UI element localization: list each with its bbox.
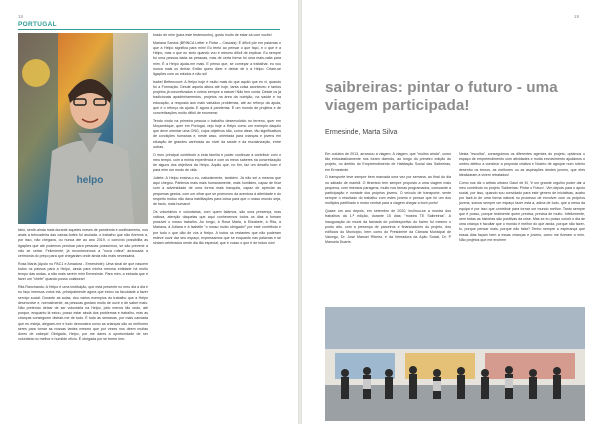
article-byline: Ermesinde, Marta Silva	[325, 129, 398, 136]
paragraph: O transporte teve sempre bem marcada uma vez por semana, ao final do dia no sábado de manhã. O itinerário tem sempre proposto a uma viagem mais pequena, com imensos paragens, muito nos temas programados, consoante a participação e vontade dos próprios jovens. O veículo de transporte, sente sempre o resultado do trabalho com estes jovens e pensar que foi um dos múltiplos partilhado e motor central para a viagem chegar a bom porto!	[325, 175, 451, 206]
group-photo-illustration	[325, 307, 585, 421]
paragraph: O meu principal contributo a esta família e poder continuar a contribuir com o meu tempo, com a minha experiência e com os meus saberes na concretização de alguns dos objetivos da Helpo. Aquilo que, no fim, faz um desafio bom é para mim um modo de vida.	[153, 152, 281, 173]
article-column-left	[325, 152, 451, 248]
paragraph: Tendo vindo na primeira pessoa o trabalho desenvolvido no terreno, quer em Moçambique, quer em Portugal, vejo hoje a Helpo como um exemplo daquilo que deve orientar uma ONG, cujos objetivos são, como disse, tão significativos de condições humanas e, neste caso, orientada para crianças e jovens em situação de grandes carências ao nível da saúde e da escolarização, entre outras.	[153, 118, 281, 149]
testimony-column-upper	[153, 33, 281, 249]
group-mural-photo	[325, 307, 585, 421]
section-divider	[18, 29, 280, 30]
paragraph: tário, sentir-ainda mais durante aqueles meses de pandemia e confinamento, nos anais a brincadeira das caixas-fortes foi anulada. o trabalho que não fizemos a, por isso, não chegava, ou nunca ate ao ano 2019, o convívio possibilita as ligações que até podemos precisar para pessoas possuímos, se são prevenir a não se certar. Felizmente, já reconhecemos a "nova rotina" arrancada a cerimónia do preço para que chegariam onde ainda não mais necessária.	[18, 228, 148, 259]
testimony-column-lower	[18, 228, 148, 345]
volunteer-portrait-photo	[18, 33, 148, 224]
portrait-illustration	[18, 33, 148, 224]
paragraph: Em outubro de 2013, arrancou a viagem. A viagem, que "muitos ainda", como tão entusiasticamente nos foram dizendo, ao longo do primeiro edição do projeto, no âmbito do Empreendimento de Habitação Social das Saibreiras, em Ermesinde.	[325, 152, 451, 172]
article-title: saibreiras: pintar o futuro - uma viagem participada!	[325, 79, 558, 114]
paragraph: Nesta "escolha", conseguimos os diferentes agentes do projeto, optámos o espaço de empreendimento com atividades e muita envolvimento ajudámos o ombro afetivo a construir a proposta criativa e Núcleo de agrupar num roteiro desenho os temos, as melhores ou as aspirações destes jovens, que eles idealizaram a vivem retratados!	[459, 152, 585, 177]
paragraph: Rita Ranchando: A Helpo é uma instituição, que está presente no meu dia a dia e eu faço imensos votos eia, principalmente agora que estou na faculdade a fazer serviço social. Durante as aulas, dou vários exemplos do trabalho que a Helpo desenvolve e, normalmente, as pessoas gostam muito de ouvir e de saber mais. Não pretendo deixar de ser voluntária na Helpo, pelo menos tão cedo, até porque, enquanto lá estou, posso estar ainda dos problemas e trabalho, mas as crianças conseguem distrair-me de tudo. É tudo as semanas, por mais cansada que eu esteja, alegram-me e tudo demonstra como as crianças são os melhores seres para tornar as nossas tardes mesmo que por vezes nos deem muitas dores de cabeça! Obrigada, Helpo, por me dares a oportunidade de ser voluntária no melhor e humilde ofício. É obrigada por se terem lem-	[18, 285, 148, 342]
paragraph: Juliete: A Helpo ensina-o eu, naturalmente, também. Já não sei a mesma que aqui chegou. Partimos mais mais humanamente, mais humildes, capaz de ficar com a adversidade de uma forma mais tranquila, capaz de apreciar as pequenas gestos, com um olhar que se promoveu da aventura à alteridade e do respeito mútuo não dava habilitações para coisa para que o nosso mundo seja, de facto, mais humano!	[153, 176, 281, 207]
page-number-right: 19	[574, 14, 580, 19]
article-column-right	[459, 152, 585, 246]
paragraph: Isabel Bettencourt: A Helpo hoje é muito mais do que aquilo que eu vi, quando fui a Formação. Desde aquela altura até hoje, tanta coisa aconteceu e tantos projetos já concretizados e outros sempre a nascer! Não tem conta. Desde os já tradicionais apadrinhamentos, projetos na área da nutrição, na saúde e na educação, a resposta aos mais variados problemas, até ao reforço da ajuda, que é o reforço da ajuda. E agora à pandemia. É um mundo de projetos e de concretizações muito difícil de enumerar.	[153, 79, 281, 116]
paragraph: Mariana Santos (BRINCA Letter e Fintar – Cascais): É difícil pôr em palavras o que a Helpo significa para mim! Eu tento ao pensar o que faço, e o que é a Helpo, mas o que eu sinto quando vou é mesmo difícil de explicar. Eu sempre fui uma pessoa dada às pessoas, mas de certa forma foi uma mais-valia para mim. É a Helpo ajuda-me mais. E penso que, se começar a trabalhar, eu vou nunca mais os deixar. Então quero dizer e deixar de ir à Helpo. Criam-se ligações com os miúdos e não só!	[153, 40, 281, 77]
right-page	[302, 0, 600, 424]
section-label: PORTUGAL	[18, 21, 57, 28]
left-page	[0, 0, 298, 424]
paragraph: Rosa Maria (Apoio no PAC1 e Amadora - Ermesinde): Uma sinal de que nascem todos os passos para a Helpo, ainda para minha mesma entidade há muito tempo das ondas, a não mais serem mim Ermesinde. Para mim, a estrada que é fazer um "chefe" quando posso colaborar!	[18, 261, 148, 282]
paragraph: Como nos diz o artista urbano Gauri de M, "é um grande orgulho poder dar a meu contributo no projeto 'Saibreiras: Pintar o Futuro'. Vim depois para o apoio social, por isso, quando sou convidado para este género de iniciativas, acabo por fazê-lo de uma forma natural no processo de envolver com os próprios jovens, somos sempre um espaço fazer esta a, adma de tudo, que a mesa da equipa é por isso que contribuir para tornar um mundo melhor. Tanto sempre que é posso, porque realmente quem precisa, precisa de muito. Infelizmente, nem todas as histórias são positivas da crise. Mas se eu posso colorir o dia de uma criança e facultar que o mundo é melhor do que ainda, porque não fazer-lo, porque pensar mais, porque não falar? Tenho sempre a esperança que essas dias façam bem a essas crianças e jovens, como me fizeram a mim. Não projetos que me enchem	[459, 180, 585, 242]
paragraph: Quase um ano depois, em setembro de 2020, inclinou-se a mostra dos trabalhos da 1.ª edição, durante 15 dias: "mostra TE Saibreiras". A inauguração do mural da fachada do polidesportivo do bairro foi mesmo o ponto alto, com a presença de parceiros e financiadores do projeto, dos edifícios do Município, bem como do Presidente da Câmara Municipal de Valongo, Dr. José Manuel Ribeiro, e da Vereadora da Ação Social, Dr. P Manuela Duarte.	[325, 209, 451, 245]
paragraph: brado de mim (para este testemunho), gosto muito de estar cá com vocês!	[153, 33, 272, 37]
page-number-left: 18	[18, 14, 24, 19]
paragraph: Os voluntários e voluntárias, com quem falámos, são uma presença, mas valiosa, atenção daquelas que aqui conhecemos todos os dias a fomam possível o nosso trabalho. Ao longo, à Rosa Maria, à Elizabete, à Rita, à Mariana, à Juliana e à Isabelle "o nosso muito obrigado!" por este contributo e por tudo o que dão de vós à Helpo. A todos os restantes que não puderam esteve ouvir dar seu espaço, expressamos que se enquanto nas palavras e se sintam celebrados neste dia tão especial, que é vosso o que é de todos nós!	[153, 209, 281, 246]
svg-text:helpo: helpo	[76, 175, 104, 186]
